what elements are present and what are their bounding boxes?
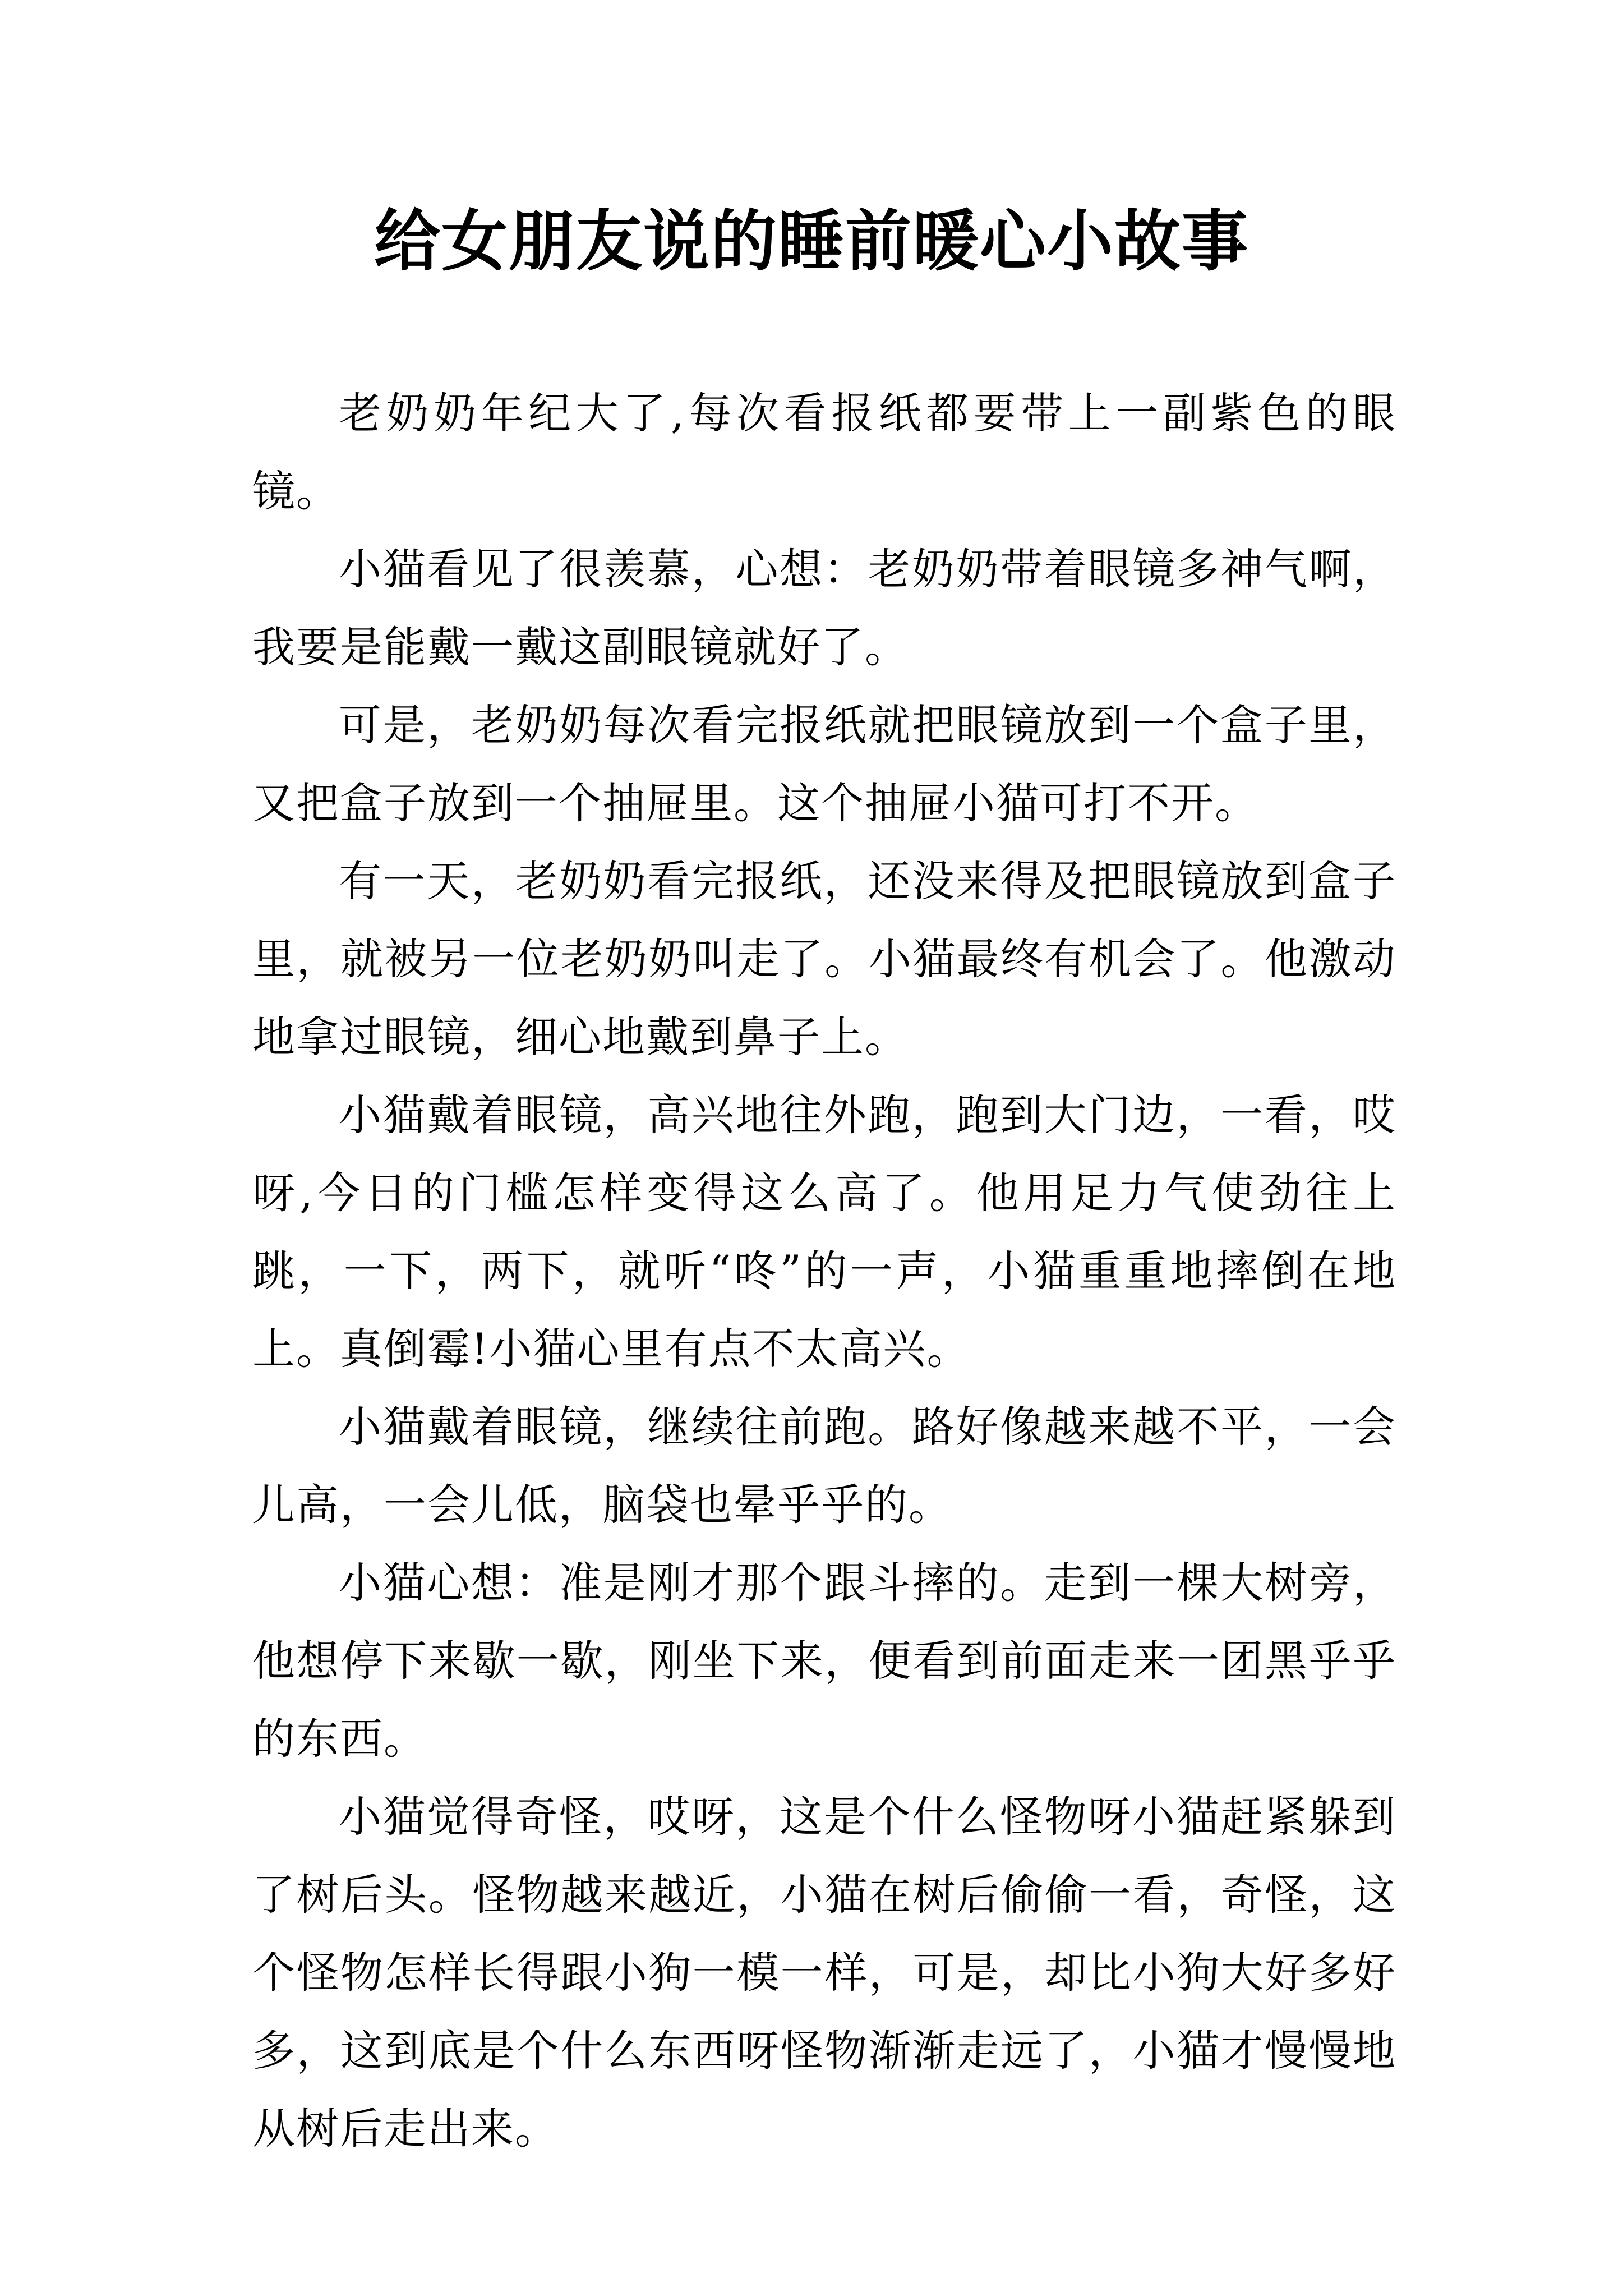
document-title: 给女朋友说的睡前暖心小故事 [374,202,1249,280]
paragraph: 可是，老奶奶每次看完报纸就把眼镜放到一个盒子里，又把盒子放到一个抽屉里。这个抽屉小猫可打不开。 [252,700,1396,828]
paragraph: 小猫心想：准是刚才那个跟斗摔的。走到一棵大树旁，他想停下来歇一歇，刚坐下来，便看到前面走来一团黑乎乎的东西。 [252,1558,1396,1764]
paragraph: 小猫觉得奇怪，哎呀，这是个什么怪物呀小猫赶紧躲到了树后头。怪物越来越近，小猫在树后偷偷一看，奇怪，这个怪物怎样长得跟小狗一模一样，可是，却比小狗大好多好多，这到底是个什么东西呀怪物渐渐走远了，小猫才慢慢地从树后走出来。 [252,1792,1396,2154]
paragraph: 小猫戴着眼镜，继续往前跑。路好像越来越不平，一会儿高，一会儿低，脑袋也晕乎乎的。 [252,1402,1396,1530]
document-body [252,374,1396,2168]
paragraph: 小猫看见了很羡慕，心想：老奶奶带着眼镜多神气啊，我要是能戴一戴这副眼镜就好了。 [252,544,1396,672]
paragraph: 有一天，老奶奶看完报纸，还没来得及把眼镜放到盒子里，就被另一位老奶奶叫走了。小猫最终有机会了。他激动地拿过眼镜，细心地戴到鼻子上。 [252,856,1396,1062]
paragraph: 老奶奶年纪大了,每次看报纸都要带上一副紫色的眼镜。 [252,388,1396,516]
paragraph: 小猫戴着眼镜，高兴地往外跑，跑到大门边，一看，哎呀,今日的门槛怎样变得这么高了。他用足力气使劲往上跳，一下，两下，就听“咚”的一声，小猫重重地摔倒在地上。真倒霉!小猫心里有点不太高兴。 [252,1090,1396,1374]
